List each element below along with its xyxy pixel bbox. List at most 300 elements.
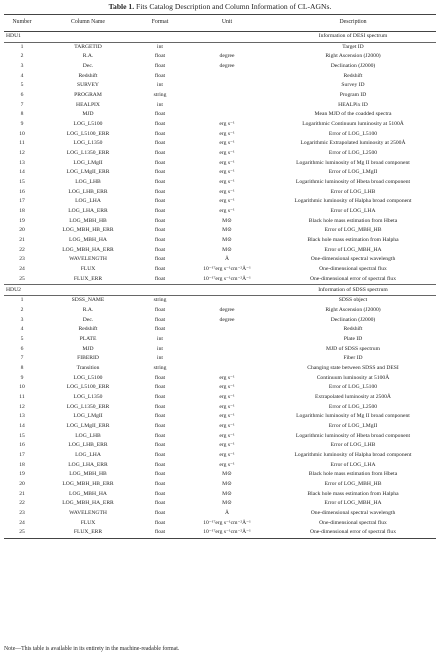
table-row: [4, 207, 436, 217]
row-description: Error of LOG_LMgII: [328, 422, 378, 429]
row-column-name: LOG_LHB_ERR: [68, 442, 108, 449]
row-unit: [184, 81, 270, 91]
table-row: [4, 383, 436, 393]
table-row: [4, 188, 436, 198]
table-row: [4, 72, 436, 82]
table-row: [4, 81, 436, 91]
table-row: [4, 470, 436, 480]
section-header-row: [4, 32, 436, 43]
row-unit: M⊙: [222, 500, 232, 507]
row-format: float: [154, 237, 166, 244]
row-unit: [184, 364, 270, 374]
row-unit: degree: [219, 63, 235, 70]
row-description: Logarithmic luminosity of Halpha broad component: [294, 198, 412, 205]
row-number: 21: [19, 490, 25, 497]
row-format: float: [154, 198, 166, 205]
row-column-name: LOG_LHA: [75, 451, 101, 458]
table-row: [4, 149, 436, 159]
row-description: Black hole mass estimation from Hbeta: [308, 471, 398, 478]
row-unit: Å: [224, 509, 230, 516]
row-description: Declination (J2000): [330, 63, 376, 70]
row-format: float: [154, 111, 166, 118]
row-description: Continuum luminosity at 5100Å: [316, 374, 390, 381]
row-unit: erg s⁻¹: [219, 403, 235, 410]
table-header-row: [4, 15, 436, 32]
header-unit: Unit: [184, 15, 270, 32]
section-id: HDU2: [4, 285, 40, 296]
row-number: 11: [19, 140, 25, 147]
row-number: 10: [19, 130, 25, 137]
section-title: Information of SDSS spectrum: [270, 285, 436, 296]
row-column-name: PROGRAM: [74, 92, 102, 99]
table-caption-label: Table 1.: [108, 2, 135, 11]
row-number: 24: [19, 519, 25, 526]
row-column-name: LOG_MBH_HB: [69, 217, 107, 224]
row-unit: erg s⁻¹: [219, 121, 235, 128]
row-number: 18: [19, 208, 25, 215]
row-format: float: [154, 500, 166, 507]
table-row: [4, 451, 436, 461]
table-row: [4, 265, 436, 275]
table-row: [4, 42, 436, 52]
row-format: float: [154, 275, 166, 282]
row-unit: M⊙: [222, 246, 232, 253]
row-description: Black hole mass estimation from Halpha: [307, 237, 399, 244]
row-number: 14: [19, 169, 25, 176]
row-format: float: [154, 188, 166, 195]
row-format: float: [154, 179, 166, 186]
row-column-name: LOG_MBH_HB_ERR: [62, 480, 114, 487]
row-description: Black hole mass estimation from Hbeta: [308, 217, 398, 224]
row-description: Error of LOG_MBH_HB: [324, 480, 382, 487]
row-column-name: FLUX: [80, 519, 96, 526]
row-unit: erg s⁻¹: [219, 198, 235, 205]
table-row: [4, 364, 436, 374]
table-row: [4, 236, 436, 246]
row-unit: [184, 101, 270, 111]
row-column-name: LOG_MBH_HB_ERR: [62, 227, 114, 234]
row-unit: M⊙: [222, 480, 232, 487]
table-row: [4, 490, 436, 500]
section-spacer: [40, 32, 270, 43]
row-number: 20: [19, 227, 25, 234]
row-number: 22: [19, 500, 25, 507]
row-unit: erg s⁻¹: [219, 188, 235, 195]
header-column-name: Column Name: [40, 15, 136, 32]
table-row: [4, 197, 436, 207]
row-format: float: [154, 442, 166, 449]
row-format: float: [154, 403, 166, 410]
table-row: [4, 306, 436, 316]
row-format: int: [157, 335, 163, 342]
row-description: Right Ascension (J2000): [325, 306, 381, 313]
table-row: [4, 296, 436, 306]
row-number: 19: [19, 471, 25, 478]
row-description: Right Ascension (J2000): [325, 53, 381, 60]
row-number: 3: [20, 63, 24, 70]
row-format: float: [154, 53, 166, 60]
row-unit: degree: [219, 306, 235, 313]
row-number: 25: [4, 528, 40, 538]
row-column-name: FLUX_ERR: [73, 275, 103, 282]
row-unit: M⊙: [222, 237, 232, 244]
row-number: 3: [20, 316, 24, 323]
row-column-name: TARGETID: [74, 43, 102, 50]
row-number: 2: [20, 306, 24, 313]
table-row: [4, 275, 436, 285]
row-number: 4: [20, 326, 24, 333]
row-format: float: [154, 490, 166, 497]
row-description: Error of LOG_LHA: [330, 208, 376, 215]
row-column-name: Dec.: [82, 316, 94, 323]
table-row: [4, 226, 436, 236]
row-column-name: FLUX: [80, 266, 96, 273]
row-number: 6: [20, 92, 24, 99]
row-unit: erg s⁻¹: [219, 140, 235, 147]
row-column-name: WAVELENGTH: [69, 256, 107, 263]
row-column-name: LOG_LHB_ERR: [68, 188, 108, 195]
row-format: float: [154, 384, 166, 391]
row-column-name: SDSS_NAME: [71, 297, 105, 304]
row-description: One-dimensional spectral flux: [319, 519, 387, 526]
row-description: One-dimensional spectral wavelength: [310, 256, 396, 263]
row-format: int: [157, 101, 163, 108]
table-row: [4, 412, 436, 422]
row-description: Logarithmic Extrapolated luminosity at 2500Å: [300, 140, 406, 147]
row-column-name: LOG_LMgII: [73, 413, 103, 420]
row-number: 24: [19, 266, 25, 273]
row-description: Plate ID: [343, 335, 363, 342]
row-unit: M⊙: [222, 490, 232, 497]
row-unit: 10⁻¹⁷erg s⁻¹cm⁻²Å⁻¹: [203, 519, 251, 526]
table-row: [4, 345, 436, 355]
table-row: [4, 246, 436, 256]
row-format: string: [153, 92, 167, 99]
table-row: [4, 354, 436, 364]
row-format: float: [154, 432, 166, 439]
row-format: string: [153, 297, 167, 304]
row-number: 12: [19, 403, 25, 410]
row-column-name: LOG_LMgII_ERR: [66, 422, 110, 429]
row-number: 13: [19, 159, 25, 166]
row-number: 17: [19, 198, 25, 205]
row-format: float: [154, 480, 166, 487]
row-column-name: Transition: [76, 364, 100, 371]
row-column-name: Dec.: [82, 63, 94, 70]
table-row: [4, 101, 436, 111]
row-description: Error of LOG_MBH_HB: [324, 227, 382, 234]
table-row: [4, 519, 436, 529]
row-unit: erg s⁻¹: [219, 413, 235, 420]
row-unit: degree: [219, 316, 235, 323]
row-column-name: HEALPIX: [76, 101, 100, 108]
row-description: Target ID: [342, 43, 364, 50]
row-number: 19: [19, 217, 25, 224]
section-id: HDU1: [4, 32, 40, 43]
row-unit: erg s⁻¹: [219, 384, 235, 391]
row-number: 6: [20, 345, 24, 352]
row-number: 14: [19, 422, 25, 429]
row-unit: [184, 335, 270, 345]
row-description: Program ID: [339, 92, 367, 99]
row-unit: [184, 296, 270, 306]
row-column-name: LOG_LHB: [75, 432, 101, 439]
row-column-name: LOG_MBH_HA_ERR: [62, 246, 114, 253]
row-unit: M⊙: [222, 471, 232, 478]
header-format: Format: [136, 15, 184, 32]
row-description: One-dimensional error of spectral flux: [270, 528, 436, 538]
catalog-table: [4, 14, 436, 539]
row-number: 12: [19, 150, 25, 157]
row-description: Logarithmic luminosity of Mg II broad component: [296, 413, 410, 420]
row-column-name: LOG_L1350_ERR: [66, 403, 110, 410]
row-column-name: MJD: [82, 345, 94, 352]
row-description: Changing state between SDSS and DESI: [307, 364, 399, 371]
row-description: Redshift: [343, 72, 363, 79]
row-unit: [184, 42, 270, 52]
row-description: Error of LOG_MBH_HA: [324, 500, 382, 507]
row-number: 10: [19, 384, 25, 391]
table-row: [4, 335, 436, 345]
row-format: float: [154, 509, 166, 516]
row-unit: 10⁻¹⁷erg s⁻¹cm⁻²Å⁻¹: [203, 266, 251, 273]
section-header-row: [4, 285, 436, 296]
table-row: [4, 217, 436, 227]
row-unit: [184, 354, 270, 364]
row-format: int: [157, 355, 163, 362]
row-description: Logarithmic Continuum luminosity at 5100Å: [302, 121, 404, 128]
row-description: Logarithmic luminosity of Hbeta broad component: [295, 179, 411, 186]
table-body: [4, 32, 436, 539]
row-description: Extrapolated luminosity at 2500Å: [315, 393, 391, 400]
row-number: 16: [19, 442, 25, 449]
row-unit: 10⁻¹⁷erg s⁻¹cm⁻²Å⁻¹: [184, 528, 270, 538]
row-description: Error of LOG_LMgII: [328, 169, 378, 176]
table-caption: [0, 2, 440, 11]
row-description: Fiber ID: [343, 355, 363, 362]
row-number: 4: [20, 72, 24, 79]
row-column-name: LOG_MBH_HA: [69, 237, 107, 244]
row-number: 22: [19, 246, 25, 253]
row-number: 15: [19, 432, 25, 439]
row-column-name: LOG_L1350_ERR: [66, 150, 110, 157]
table-row: [4, 499, 436, 509]
table-row: [4, 422, 436, 432]
row-number: 25: [19, 275, 25, 282]
row-format: float: [154, 121, 166, 128]
row-unit: [184, 110, 270, 120]
row-format: int: [157, 82, 163, 89]
row-format: float: [154, 140, 166, 147]
row-format: float: [154, 227, 166, 234]
row-column-name: LOG_MBH_HB: [69, 471, 107, 478]
row-column-name: LOG_L1350: [73, 140, 103, 147]
row-number: 13: [19, 413, 25, 420]
row-unit: erg s⁻¹: [219, 130, 235, 137]
header-description: Description: [270, 15, 436, 32]
row-number: 1: [20, 297, 24, 304]
row-column-name: R.A.: [82, 306, 94, 313]
row-column-name: LOG_L1350: [73, 393, 103, 400]
row-column-name: WAVELENGTH: [69, 509, 107, 516]
row-format: float: [154, 169, 166, 176]
row-column-name: LOG_MBH_HA_ERR: [62, 500, 114, 507]
table-row: [4, 168, 436, 178]
row-format: float: [154, 208, 166, 215]
table-row: [4, 315, 436, 325]
row-description: Error of LOG_MBH_HA: [324, 246, 382, 253]
row-column-name: PLATE: [79, 335, 97, 342]
row-column-name: LOG_L5100_ERR: [66, 384, 110, 391]
row-format: float: [154, 306, 166, 313]
row-column-name: LOG_L5100_ERR: [66, 130, 110, 137]
row-column-name: R.A.: [82, 53, 94, 60]
row-unit: erg s⁻¹: [219, 451, 235, 458]
row-column-name: LOG_L5100: [73, 374, 103, 381]
row-column-name: LOG_LHA: [75, 198, 101, 205]
row-description: One-dimensional spectral flux: [319, 266, 387, 273]
table-row: [4, 528, 436, 538]
table-row: [4, 441, 436, 451]
row-format: float: [154, 266, 166, 273]
row-format: float: [154, 374, 166, 381]
section-spacer: [40, 285, 270, 296]
row-description: SDSS object: [338, 297, 368, 304]
row-column-name: FLUX_ERR: [40, 528, 136, 538]
row-number: 7: [20, 101, 24, 108]
row-format: string: [153, 364, 167, 371]
row-unit: [184, 72, 270, 82]
row-description: Logarithmic luminosity of Mg II broad component: [296, 159, 410, 166]
row-unit: erg s⁻¹: [219, 461, 235, 468]
table-row: [4, 374, 436, 384]
row-column-name: LOG_LMgII_ERR: [66, 169, 110, 176]
row-format: float: [154, 150, 166, 157]
row-unit: erg s⁻¹: [219, 422, 235, 429]
row-unit: [184, 325, 270, 335]
table-row: [4, 403, 436, 413]
table-row: [4, 255, 436, 265]
table-caption-text: Fits Catalog Description and Column Information of CL-AGNs.: [136, 2, 332, 11]
row-column-name: Redshift: [78, 72, 98, 79]
row-description: Declination (J2000): [330, 316, 376, 323]
row-description: One-dimensional error of spectral flux: [309, 275, 397, 282]
row-unit: erg s⁻¹: [219, 374, 235, 381]
row-format: float: [154, 393, 166, 400]
row-description: Error of LOG_LHB: [330, 442, 376, 449]
row-unit: M⊙: [222, 227, 232, 234]
row-format: int: [157, 345, 163, 352]
row-column-name: SURVEY: [77, 82, 99, 89]
row-column-name: LOG_LMgII: [73, 159, 103, 166]
row-column-name: FIBERID: [77, 355, 99, 362]
row-format: float: [154, 461, 166, 468]
row-number: 5: [20, 335, 24, 342]
row-format: float: [154, 422, 166, 429]
row-number: 15: [19, 179, 25, 186]
row-format: float: [154, 159, 166, 166]
row-number: 8: [20, 111, 24, 118]
row-description: Black hole mass estimation from Halpha: [307, 490, 399, 497]
row-description: Error of LOG_LHA: [330, 461, 376, 468]
row-number: 11: [19, 393, 25, 400]
table-row: [4, 159, 436, 169]
row-number: 20: [19, 480, 25, 487]
row-description: Error of LOG_L2500: [328, 403, 378, 410]
row-number: 8: [20, 364, 24, 371]
table-row: [4, 461, 436, 471]
table-row: [4, 393, 436, 403]
row-description: MJD of SDSS spectrum: [326, 345, 380, 352]
row-format: float: [154, 326, 166, 333]
row-number: 21: [19, 237, 25, 244]
table-row: [4, 325, 436, 335]
table-row: [4, 91, 436, 101]
section-title: Information of DESI spectrum: [270, 32, 436, 43]
row-column-name: LOG_LHA_ERR: [68, 461, 108, 468]
row-description: Error of LOG_L5100: [328, 130, 378, 137]
row-unit: erg s⁻¹: [219, 432, 235, 439]
row-description: Logarithmic luminosity of Hbeta broad component: [295, 432, 411, 439]
row-unit: M⊙: [222, 217, 232, 224]
row-format: float: [154, 413, 166, 420]
row-format: float: [154, 451, 166, 458]
table-row: [4, 120, 436, 130]
row-number: 23: [19, 509, 25, 516]
row-format: float: [154, 130, 166, 137]
row-number: 17: [19, 451, 25, 458]
row-unit: degree: [219, 53, 235, 60]
row-description: Logarithmic luminosity of Halpha broad component: [294, 451, 412, 458]
row-column-name: LOG_LHB: [75, 179, 101, 186]
row-format: float: [154, 72, 166, 79]
row-unit: 10⁻¹⁷erg s⁻¹cm⁻²Å⁻¹: [203, 275, 251, 282]
row-description: Error of LOG_L5100: [328, 384, 378, 391]
row-number: 23: [19, 256, 25, 263]
row-description: Error of LOG_L2500: [328, 150, 378, 157]
row-description: Error of LOG_LHB: [330, 188, 376, 195]
row-format: float: [154, 246, 166, 253]
row-format: float: [154, 316, 166, 323]
table-row: [4, 480, 436, 490]
table-row: [4, 178, 436, 188]
table-row: [4, 62, 436, 72]
row-format: float: [154, 471, 166, 478]
table-row: [4, 110, 436, 120]
row-unit: erg s⁻¹: [219, 208, 235, 215]
row-unit: [184, 91, 270, 101]
row-column-name: LOG_LHA_ERR: [68, 208, 108, 215]
row-format: int: [157, 43, 163, 50]
row-unit: erg s⁻¹: [219, 442, 235, 449]
row-unit: erg s⁻¹: [219, 150, 235, 157]
row-unit: erg s⁻¹: [219, 393, 235, 400]
table-row: [4, 139, 436, 149]
table-row: [4, 52, 436, 62]
row-number: 9: [20, 374, 24, 381]
header-number: Number: [4, 15, 40, 32]
row-description: Survey ID: [341, 82, 365, 89]
row-number: 16: [19, 188, 25, 195]
table-note: Note—This table is available in its entirety in the machine-readable format.: [4, 646, 180, 652]
row-description: HEALPix ID: [338, 101, 368, 108]
row-unit: [184, 345, 270, 355]
table-row: [4, 432, 436, 442]
row-description: Mean MJD of the coadded spectra: [314, 111, 392, 118]
table-row: [4, 509, 436, 519]
row-number: 5: [20, 82, 24, 89]
row-column-name: LOG_L5100: [73, 121, 103, 128]
